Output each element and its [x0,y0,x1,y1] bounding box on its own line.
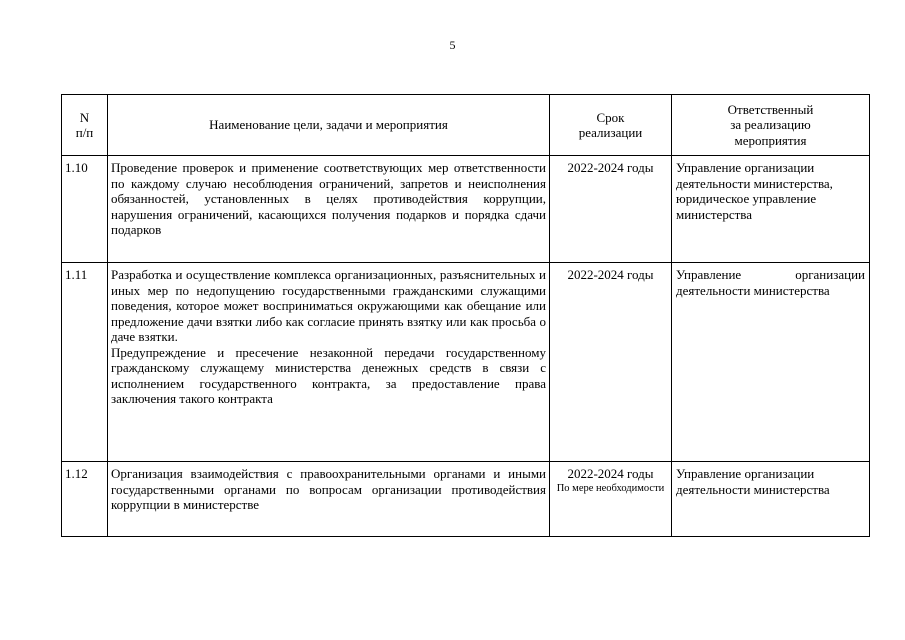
header-responsible: Ответственный за реализацию мероприятия [672,95,870,156]
activity-paragraph: Проведение проверок и применение соответствующих мер ответственности по каждому случаю несоблюдения ограничений, запретов и неисполнения обязанностей, установленных в целях противодействия коррупции, нарушения ограничений, касающихся получения подарков и порядка сдачи подарков [111,160,546,237]
row-number: 1.10 [62,156,108,263]
row-number: 1.12 [62,462,108,537]
table-row [62,462,870,537]
row-responsible: Управление организации деятельности министерства [672,462,870,537]
header-name: Наименование цели, задачи и мероприятия [108,95,550,156]
action-plan-table [61,94,870,537]
row-responsible: Управление организации деятельности министерства, юридическое управление министерства [672,156,870,263]
table-row [62,263,870,462]
row-activity [108,156,550,263]
row-activity [108,462,550,537]
row-activity [108,263,550,462]
term-text: 2022-2024 годы [567,466,654,481]
row-term [550,156,672,263]
row-number: 1.11 [62,263,108,462]
term-text: 2022-2024 годы [567,160,654,175]
header-number: N п/п [62,95,108,156]
row-term [550,263,672,462]
activity-paragraph: Разработка и осуществление комплекса организационных, разъяснительных и иных мер по недопущению государственными гражданскими служащими поведения, которое может восприниматься окружающими как обещание или предложение дачи взятки либо как согласие принять взятку или как просьба о даче взятки. [111,267,546,344]
term-note: По мере необходимости [556,482,665,494]
row-responsible: Управление организации деятельности министерства [672,263,870,462]
page-number: 5 [449,38,456,52]
row-term [550,462,672,537]
header-term: Срок реализации [550,95,672,156]
term-text: 2022-2024 годы [567,267,654,282]
activity-paragraph: Организация взаимодействия с правоохранительными органами и иными государственными органами по вопросам организации противодействия коррупции в министерстве [111,466,546,512]
table-header-row [62,95,870,156]
table-row [62,156,870,263]
activity-paragraph: Предупреждение и пресечение незаконной передачи государственному гражданскому служащему министерства денежных средств в связи с исполнением государственного контракта, за предоставление права заключения такого контракта [111,344,546,406]
